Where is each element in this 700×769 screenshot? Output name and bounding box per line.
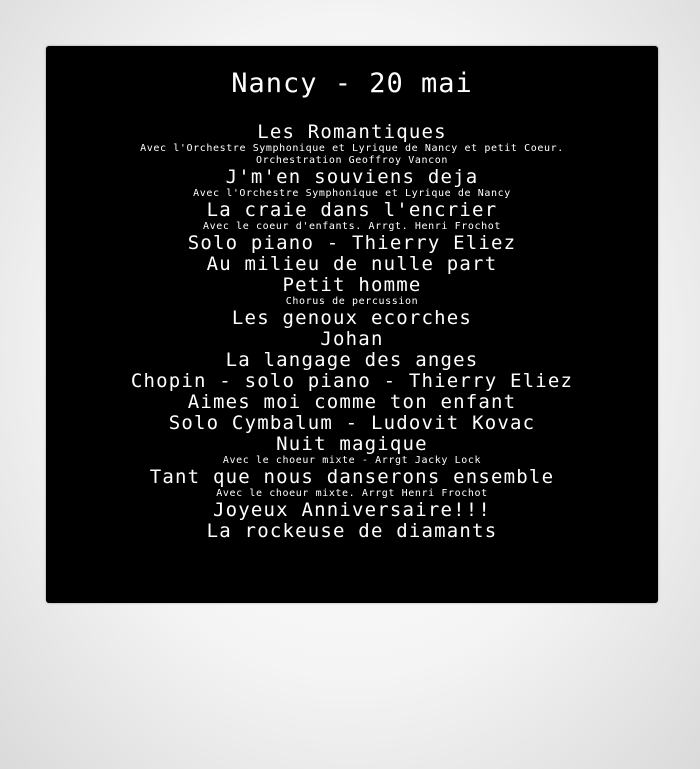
setlist-item <box>46 392 658 413</box>
song-note: Avec le choeur mixte - Arrgt Jacky Lock <box>222 455 482 466</box>
song-title: Solo piano - Thierry Eliez <box>187 232 517 254</box>
setlist-item <box>46 413 658 434</box>
song-title: La rockeuse de diamants <box>206 520 498 542</box>
song-title: Les genoux ecorches <box>231 307 473 329</box>
setlist-item <box>46 329 658 350</box>
setlist-item <box>46 434 658 467</box>
song-title: Les Romantiques <box>257 121 447 143</box>
song-note: Chorus de percussion <box>285 296 419 307</box>
setlist-card <box>46 46 658 603</box>
setlist-item <box>46 371 658 392</box>
setlist-item <box>46 254 658 275</box>
song-title: Aimes moi comme ton enfant <box>187 391 517 413</box>
setlist <box>46 122 658 542</box>
song-note: Avec l'Orchestre Symphonique et Lyrique de Nancy et petit Coeur. Orchestration Geoffroy Vancon <box>140 143 564 166</box>
song-title: Johan <box>320 328 384 350</box>
song-title: Au milieu de nulle part <box>206 253 498 275</box>
song-title: La langage des anges <box>225 349 479 371</box>
setlist-item <box>46 167 658 200</box>
setlist-item <box>46 308 658 329</box>
song-title: Solo Cymbalum - Ludovit Kovac <box>168 412 536 434</box>
song-title: La craie dans l'encrier <box>206 199 498 221</box>
song-title: Nuit magique <box>276 433 428 455</box>
song-note: Avec l'Orchestre Symphonique et Lyrique de Nancy <box>193 188 511 199</box>
setlist-item <box>46 233 658 254</box>
song-note: Avec le coeur d'enfants. Arrgt. Henri Frochot <box>203 221 501 232</box>
setlist-item <box>46 500 658 521</box>
song-title: Chopin - solo piano - Thierry Eliez <box>130 370 574 392</box>
setlist-item <box>46 122 658 167</box>
setlist-item <box>46 200 658 233</box>
setlist-title: Nancy - 20 mai <box>231 68 473 99</box>
song-title: Joyeux Anniversaire!!! <box>212 499 492 521</box>
song-note: Avec le choeur mixte. Arrgt Henri Frochot <box>216 488 488 499</box>
song-title: Petit homme <box>282 274 422 296</box>
setlist-item <box>46 467 658 500</box>
song-title: J'm'en souviens deja <box>225 166 479 188</box>
setlist-item <box>46 521 658 542</box>
setlist-item <box>46 350 658 371</box>
setlist-item <box>46 275 658 308</box>
song-title: Tant que nous danserons ensemble <box>149 466 555 488</box>
